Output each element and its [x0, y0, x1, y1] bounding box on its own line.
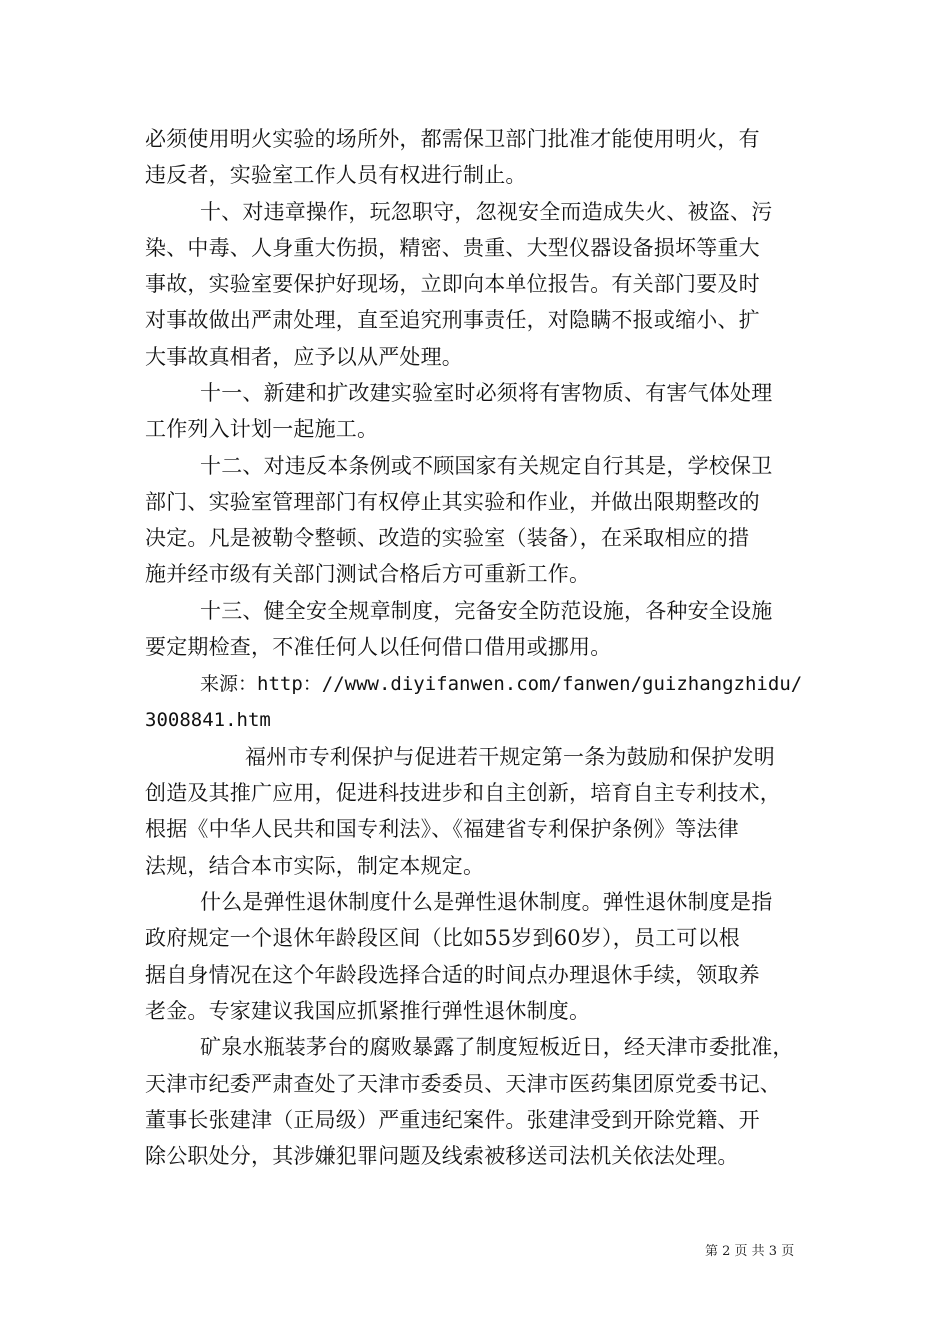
source-url-line: 来源：http：//www.diyifanwen.com/fanwen/guizhangzhidu/ — [200, 673, 803, 695]
text-line: 必须使用明火实验的场所外，都需保卫部门批准才能使用明火，有 — [145, 127, 760, 151]
text-line: 事故，实验室要保护好现场，立即向本单位报告。有关部门要及时 — [145, 272, 760, 296]
text-line: 据自身情况在这个年龄段选择合适的时间点办理退休手续，领取养 — [145, 963, 760, 987]
text-line: 董事长张建津（正局级）严重违纪案件。张建津受到开除党籍、开 — [145, 1108, 760, 1132]
text-line: 部门、实验室管理部门有权停止其实验和作业，并做出限期整改的 — [145, 490, 760, 514]
text-line: 政府规定一个退休年龄段区间（比如55岁到60岁），员工可以根 — [145, 926, 740, 950]
text-line: 根据《中华人民共和国专利法》、《福建省专利保护条例》等法律 — [145, 817, 739, 841]
page-footer: 第 2 页 共 3 页 — [705, 1244, 795, 1259]
text-line: 施并经市级有关部门测试合格后方可重新工作。 — [145, 562, 591, 586]
paragraph-fuzhou-start: 福州市专利保护与促进若干规定第一条为鼓励和保护发明 — [245, 745, 775, 769]
text-line: 染、中毒、人身重大伤损，精密、贵重、大型仪器设备损坏等重大 — [145, 236, 760, 260]
paragraph-retirement-start: 什么是弹性退休制度什么是弹性退休制度。弹性退休制度是指 — [200, 890, 773, 914]
text-line: 创造及其推广应用，促进科技进步和自主创新，培育自主专利技术， — [145, 781, 781, 805]
paragraph-11-start: 十一、新建和扩改建实验室时必须将有害物质、有害气体处理 — [200, 381, 773, 405]
paragraph-maotai-start: 矿泉水瓶装茅台的腐败暴露了制度短板近日，经天津市委批准， — [200, 1035, 794, 1059]
paragraph-13-start: 十三、健全安全规章制度，完备安全防范设施，各种安全设施 — [200, 599, 773, 623]
text-line: 老金。专家建议我国应抓紧推行弹性退休制度。 — [145, 999, 591, 1023]
paragraph-10-start: 十、对违章操作，玩忽职守，忽视安全而造成失火、被盗、污 — [200, 200, 773, 224]
text-line: 法规，结合本市实际，制定本规定。 — [145, 854, 485, 878]
text-line: 决定。凡是被勒令整顿、改造的实验室（装备），在采取相应的措 — [145, 526, 750, 550]
text-line: 要定期检查，不准任何人以任何借口借用或挪用。 — [145, 635, 612, 659]
text-line: 大事故真相者，应予以从严处理。 — [145, 345, 463, 369]
text-line: 天津市纪委严肃查处了天津市委委员、天津市医药集团原党委书记、 — [145, 1072, 781, 1096]
text-line: 工作列入计划一起施工。 — [145, 417, 379, 441]
text-line: 违反者，实验室工作人员有权进行制止。 — [145, 163, 527, 187]
text-line: 除公职处分，其涉嫌犯罪问题及线索被移送司法机关依法处理。 — [145, 1144, 739, 1168]
paragraph-12-start: 十二、对违反本条例或不顾国家有关规定自行其是，学校保卫 — [200, 454, 773, 478]
source-url-line: 3008841.htm — [145, 709, 271, 731]
text-line: 对事故做出严肃处理，直至追究刑事责任，对隐瞒不报或缩小、扩 — [145, 308, 760, 332]
